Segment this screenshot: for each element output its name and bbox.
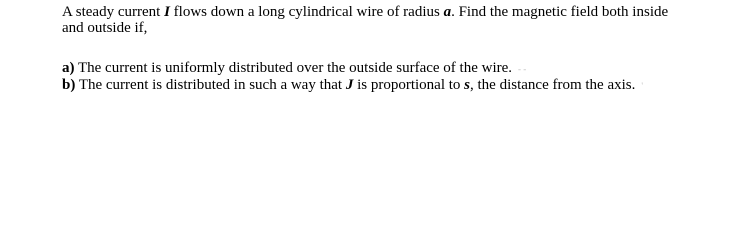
part-a-text: The current is uniformly distributed over the outside surface of the wire.: [74, 60, 513, 76]
radius-variable: a: [443, 4, 452, 20]
part-b-text-2: is proportional to: [353, 77, 465, 93]
intro-text-2: flows down a long cylindrical wire of radius: [169, 4, 444, 20]
intro-line-1: [62, 4, 668, 21]
part-b-trailing-mark: ': [641, 81, 644, 91]
part-a: [62, 60, 526, 78]
part-b-text-1: The current is distributed in such a way that: [75, 77, 346, 93]
distance-variable: s: [464, 77, 471, 93]
part-a-label: a): [62, 60, 75, 76]
part-b-text-3: , the distance from the axis.: [470, 77, 636, 93]
part-b-label: b): [62, 77, 76, 93]
density-variable: J: [345, 77, 354, 93]
part-b: [62, 77, 643, 95]
intro-text-3: . Find the magnetic field both inside: [451, 4, 669, 20]
intro-line-2: and outside if,: [62, 20, 148, 36]
intro-text-1: A steady current: [62, 4, 165, 20]
current-variable: I: [164, 4, 170, 20]
part-a-trailing-mark: - -: [518, 64, 527, 74]
